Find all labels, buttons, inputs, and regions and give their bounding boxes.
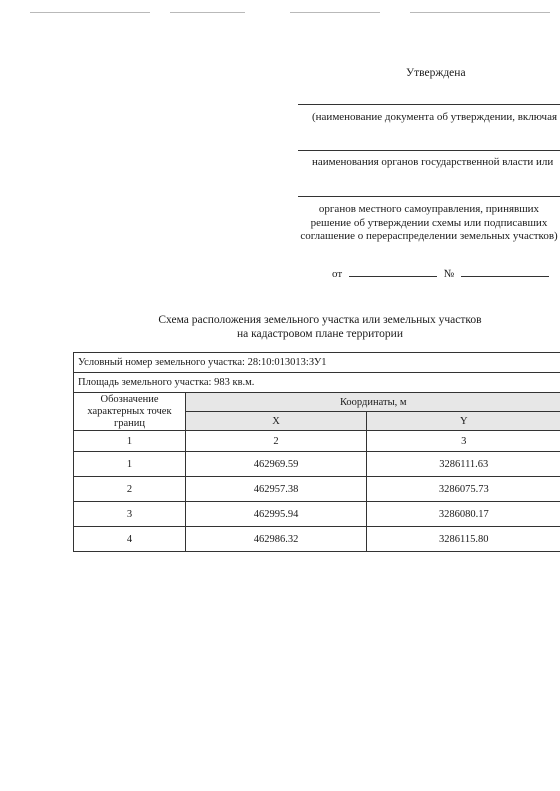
coord-y: 3286115.80 xyxy=(367,527,560,552)
coord-x: 462995.94 xyxy=(186,502,367,527)
table-row xyxy=(74,353,560,373)
column-number: 1 xyxy=(74,431,186,452)
table-row xyxy=(74,373,560,393)
number-sign: № xyxy=(443,268,455,280)
table-row xyxy=(74,527,560,552)
approval-paragraph: органов местного самоуправления, принявших решение об утверждении схемы или подписавших соглашение о перераспределении земельных участков) xyxy=(300,203,558,243)
approval-rule xyxy=(298,150,560,151)
table-header-row xyxy=(74,393,560,412)
approval-line-1: (наименование документа об утверждении, включая xyxy=(312,111,558,123)
table-row xyxy=(74,502,560,527)
coordinates-table xyxy=(73,352,560,552)
date-prefix: от xyxy=(332,268,343,280)
date-blank xyxy=(349,267,437,277)
coord-x: 462957.38 xyxy=(186,477,367,502)
approval-date-line xyxy=(332,267,549,280)
scan-artifact-line xyxy=(290,12,380,13)
document-title-line-1: Схема расположения земельного участка или земельных участков xyxy=(158,314,482,326)
scan-artifact-line xyxy=(30,12,150,13)
table-row xyxy=(74,452,560,477)
header-coordinates: Координаты, м xyxy=(186,393,560,412)
column-number-row xyxy=(74,431,560,452)
coord-x: 462986.32 xyxy=(186,527,367,552)
coord-y: 3286111.63 xyxy=(367,452,560,477)
approval-line-2: наименования органов государственной власти или xyxy=(312,156,554,168)
point-number: 2 xyxy=(74,477,186,502)
conditional-number: Условный номер земельного участка: 28:10:013013:ЗУ1 xyxy=(74,353,560,373)
document-title-line-2: на кадастровом плане территории xyxy=(236,328,403,340)
header-points: Обозначение характерных точек границ xyxy=(74,393,186,431)
header-x: X xyxy=(186,412,367,431)
document-title xyxy=(100,313,540,341)
approval-rule xyxy=(298,196,560,197)
point-number: 1 xyxy=(74,452,186,477)
scan-artifact-line xyxy=(170,12,245,13)
area: Площадь земельного участка: 983 кв.м. xyxy=(74,373,560,393)
approved-title: Утверждена xyxy=(406,67,466,79)
number-blank xyxy=(461,267,549,277)
point-number: 3 xyxy=(74,502,186,527)
coord-y: 3286075.73 xyxy=(367,477,560,502)
column-number: 3 xyxy=(367,431,560,452)
table-row xyxy=(74,477,560,502)
approval-rule xyxy=(298,104,560,105)
coord-x: 462969.59 xyxy=(186,452,367,477)
header-y: Y xyxy=(367,412,560,431)
coord-y: 3286080.17 xyxy=(367,502,560,527)
scan-artifact-line xyxy=(410,12,550,13)
point-number: 4 xyxy=(74,527,186,552)
column-number: 2 xyxy=(186,431,367,452)
